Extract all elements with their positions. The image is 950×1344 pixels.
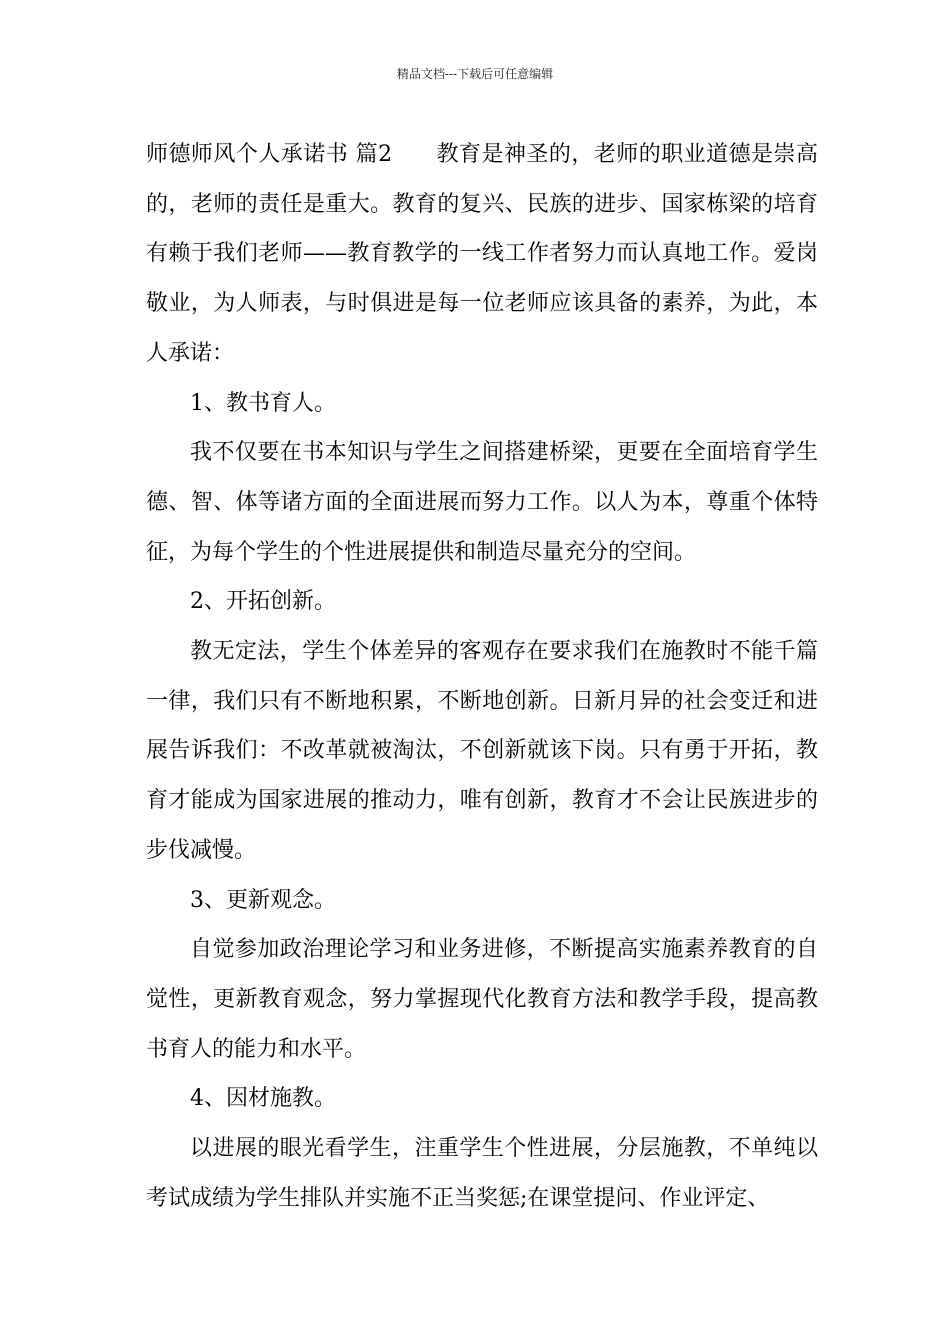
section-heading-3: 3、更新观念。 [190,887,336,913]
section-paragraph-4: 以进展的眼光看学生，注重学生个性进展，分层施教，不单纯以考试成绩为学生排队并实施不正当奖惩;在课堂提问、作业评定、 [146,1136,818,1211]
section-paragraph-2: 教无定法，学生个体差异的客观存在要求我们在施教时不能千篇一律，我们只有不断地积累，不断地创新。日新月异的社会变迁和进展告诉我们：不改革就被淘汰，不创新就该下岗。只有勇于开拓，教育才能成为国家进展的推动力，唯有创新，教育才不会让民族进步的步伐减慢。 [146,639,818,863]
section-heading-4: 4、因材施教。 [190,1086,336,1112]
section-paragraph-1: 我不仅要在书本知识与学生之间搭建桥梁，更要在全面培育学生德、智、体等诸方面的全面进展而努力工作。以人为本，尊重个体特征，为每个学生的个性进展提供和制造尽量充分的空间。 [146,440,818,565]
intro-text: 教育是神圣的，老师的职业道德是崇高的，老师的责任是重大。教育的复兴、民族的进步、国家栋梁的培育有赖于我们老师——教育教学的一线工作者努力而认真地工作。爱岗敬业，为人师表，与时俱进是每一位老师应该具备的素养，为此，本人承诺： [146,142,818,366]
document-title: 师德师风个人承诺书 篇2 [146,142,393,167]
intro-paragraph [146,130,818,379]
page-header: 精品文档---下载后可任意编辑 [396,67,554,81]
document-body [146,130,818,1223]
section-heading-2: 2、开拓创新。 [190,589,336,615]
section-heading-1: 1、教书育人。 [190,390,336,416]
section-paragraph-3: 自觉参加政治理论学习和业务进修，不断提高实施素养教育的自觉性，更新教育观念，努力掌握现代化教育方法和教学手段，提高教书育人的能力和水平。 [146,937,818,1062]
